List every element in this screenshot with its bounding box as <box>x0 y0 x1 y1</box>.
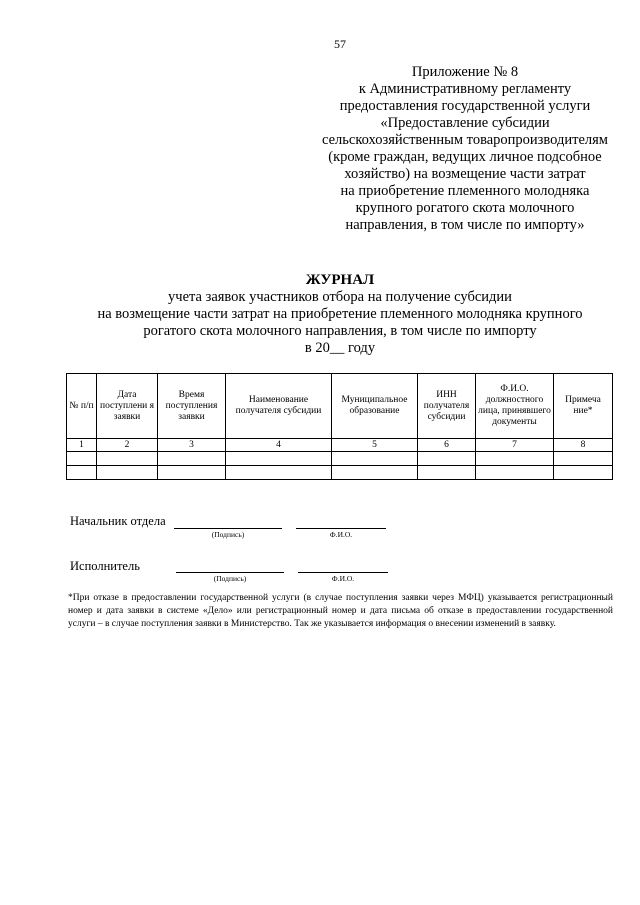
table-cell <box>332 466 418 480</box>
column-number: 8 <box>554 439 613 452</box>
name-caption: Ф.И.О. <box>329 530 353 539</box>
table-cell <box>476 466 554 480</box>
appendix-line: Приложение № 8 <box>411 64 519 80</box>
table-header-cell: Дата поступлени я заявки <box>97 374 158 439</box>
executor-label: Исполнитель <box>70 559 140 573</box>
appendix-line: направления, в том числе по импорту» <box>345 217 585 233</box>
table-number-row <box>67 439 613 452</box>
column-number: 3 <box>158 439 226 452</box>
journal-subtitle-line: на возмещение части затрат на приобретение племенного молодняка крупного <box>97 306 583 322</box>
table-cell <box>418 452 476 466</box>
table-cell <box>226 466 332 480</box>
table-cell <box>554 466 613 480</box>
table-cell <box>476 452 554 466</box>
appendix-line: крупного рогатого скота молочного <box>355 200 575 216</box>
footnote: *При отказе в предоставлении государственной услуги (в случае поступления заявки через МФЦ) указывается регистрационный номер и дата заявки в системе «Дело» или регистрационный номер и дата письма об отказе в предоставлении государственной услуги – в случае поступления заявки в Министерство. Так же указывается информация о внесении изменений в заявку. <box>68 593 613 629</box>
table-cell <box>226 452 332 466</box>
appendix-line: «Предоставление субсидии <box>380 115 550 131</box>
journal-heading <box>0 272 640 357</box>
name-line <box>298 572 388 573</box>
journal-subtitle-line: в 20__ году <box>304 340 376 356</box>
appendix-line: хозяйство) на возмещение части затрат <box>344 166 586 182</box>
appendix-line: на приобретение племенного молодняка <box>340 183 590 199</box>
table-cell <box>158 452 226 466</box>
table-empty-row <box>67 452 613 466</box>
table-header-cell: Муниципальное образование <box>332 374 418 439</box>
table-header-cell: № п/п <box>67 374 97 439</box>
table-header-cell: Примеча ние* <box>554 374 613 439</box>
column-number: 4 <box>226 439 332 452</box>
signature-line <box>174 528 282 529</box>
signature-caption: (Подпись) <box>213 574 247 583</box>
column-number: 2 <box>97 439 158 452</box>
table-header-cell: ИНН получателя субсидии <box>418 374 476 439</box>
table-header-row <box>67 374 613 439</box>
table-cell <box>554 452 613 466</box>
table-header-cell: Ф.И.О. должностного лица, принявшего документы <box>476 374 554 439</box>
appendix-line: к Административному регламенту <box>358 81 572 97</box>
table-cell <box>332 452 418 466</box>
table-cell <box>158 466 226 480</box>
table-header-cell: Время поступления заявки <box>158 374 226 439</box>
journal-title: ЖУРНАЛ <box>305 272 375 288</box>
appendix-line: (кроме граждан, ведущих личное подсобное <box>328 149 602 165</box>
appendix-line: сельскохозяйственным товаропроизводителям <box>322 132 608 148</box>
appendix-header <box>300 64 630 234</box>
name-line <box>296 528 386 529</box>
journal-subtitle-line: рогатого скота молочного направления, в том числе по импорту <box>143 323 537 339</box>
table-cell <box>97 466 158 480</box>
column-number: 7 <box>476 439 554 452</box>
head-of-department-label: Начальник отдела <box>70 514 166 528</box>
column-number: 1 <box>67 439 97 452</box>
page-number: 57 <box>334 37 346 51</box>
table-header-cell: Наименование получателя субсидии <box>226 374 332 439</box>
journal-table <box>66 373 613 480</box>
appendix-line: предоставления государственной услуги <box>339 98 591 114</box>
signature-caption: (Подпись) <box>211 530 245 539</box>
column-number: 5 <box>332 439 418 452</box>
journal-subtitle-line: учета заявок участников отбора на получение субсидии <box>168 289 512 305</box>
table-cell <box>97 452 158 466</box>
table-empty-row <box>67 466 613 480</box>
table-cell <box>418 466 476 480</box>
signature-line <box>176 572 284 573</box>
table-cell <box>67 466 97 480</box>
name-caption: Ф.И.О. <box>331 574 355 583</box>
column-number: 6 <box>418 439 476 452</box>
table-cell <box>67 452 97 466</box>
